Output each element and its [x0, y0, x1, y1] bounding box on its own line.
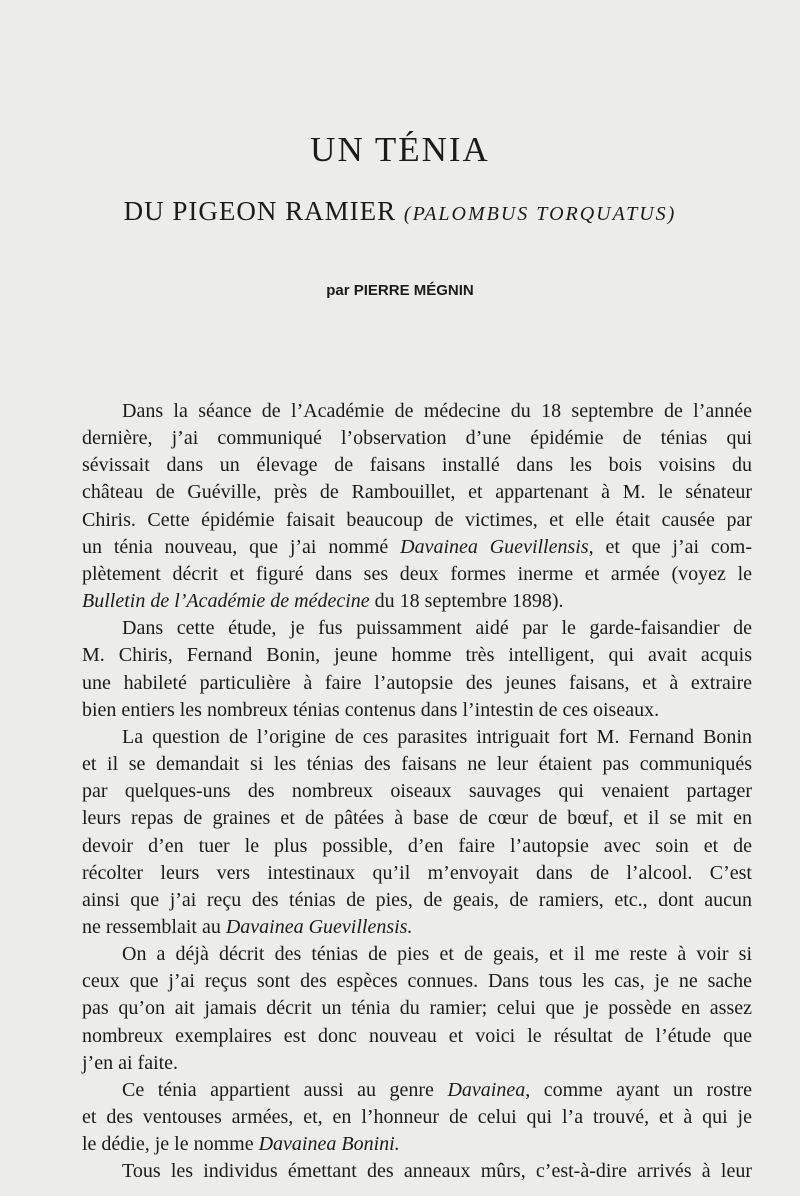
publication-title: Bulletin de l’Académie de médecine [82, 590, 370, 613]
body-line [82, 914, 752, 941]
article-title: UN TÉNIA [310, 130, 490, 169]
body-line: devoir d’en tuer le plus possible, d’en faire l’autopsie avec soin et de [82, 834, 752, 857]
body-line: leurs repas de graines et de pâtées à base de cœur de bœuf, et il se mit en [82, 807, 752, 830]
subtitle-scientific-name: (PALOMBUS TORQUATUS) [403, 203, 677, 225]
body-line: château de Guéville, près de Rambouillet, et appartenant à M. le sénateur [82, 481, 752, 504]
body-line: et il se demandait si les ténias des faisans ne leur étaient pas communiqués [82, 753, 752, 776]
species-name: Davainea Bonini. [258, 1133, 400, 1156]
body-text-run: , et que j’ai com- [588, 535, 753, 558]
body-line [82, 1077, 752, 1104]
body-line: La question de l’origine de ces parasites intriguait fort M. Fernand Bonin [122, 725, 752, 748]
body-line: M. Chiris, Fernand Bonin, jeune homme très intelligent, qui avait acquis [82, 644, 752, 667]
genus-name: Davainea [447, 1078, 526, 1101]
subtitle-common-name: DU PIGEON RAMIER [123, 196, 397, 226]
body-text-run: ne ressemblait au [82, 915, 221, 938]
body-line [82, 534, 752, 561]
body-line: bien entiers les nombreux ténias contenus dans l’intestin de ces oiseaux. [82, 698, 660, 721]
body-line: sévissait dans un élevage de faisans installé dans les bois voisins du [82, 454, 752, 477]
body-line: j’en ai faite. [82, 1051, 179, 1074]
body-line: ainsi que j’ai reçu des ténias de pies, de geais, de ramiers, etc., dont aucun [82, 888, 752, 911]
body-line: une habileté particulière à faire l’autopsie des jeunes faisans, et à extraire [82, 671, 752, 694]
body-line: nombreux exemplaires est donc nouveau et voici le résultat de l’étude que [82, 1024, 752, 1047]
body-line: récolter leurs vers intestinaux qu’il m’envoyait dans de l’alcool. C’est [82, 861, 752, 884]
species-name: Davainea Guevillensis [400, 535, 589, 558]
body-line: par quelques-uns des nombreux oiseaux sauvages qui venaient partager [82, 780, 752, 803]
article-body [82, 398, 752, 1186]
body-line: ceux que j’ai reçus sont des espèces connues. Dans tous les cas, je ne sache [82, 970, 752, 993]
body-text-run: , comme ayant un rostre [525, 1078, 753, 1101]
body-text-run: le dédie, je le nomme [82, 1133, 254, 1156]
body-line: dernière, j’ai communiqué l’observation d’une épidémie de ténias qui [82, 427, 752, 450]
species-name: Davainea Guevillensis. [225, 915, 413, 938]
author-byline: par PIERRE MÉGNIN [326, 282, 474, 299]
body-text-run: Ce ténia appartient aussi au genre [122, 1078, 434, 1101]
body-line: On a déjà décrit des ténias de pies et de geais, et il me reste à voir si [122, 943, 752, 966]
body-line: plètement décrit et figuré dans ses deux formes inerme et armée (voyez le [82, 562, 752, 585]
body-line [82, 588, 752, 615]
body-line: pas qu’on ait jamais décrit un ténia du ramier; celui que je possède en assez [82, 997, 752, 1020]
body-line: Chiris. Cette épidémie faisait beaucoup de victimes, et elle était causée par [82, 508, 752, 531]
body-line: et des ventouses armées, et, en l’honneur de celui qui l’a trouvé, et à qui je [82, 1106, 752, 1129]
body-text-run: un ténia nouveau, que j’ai nommé [82, 535, 389, 558]
body-line [82, 1131, 752, 1158]
body-line: Dans la séance de l’Académie de médecine du 18 septembre de l’année [122, 400, 752, 422]
body-line: Dans cette étude, je fus puissamment aidé par le garde-faisandier de [122, 617, 752, 640]
article-subtitle [0, 196, 800, 227]
body-line: Tous les individus émettant des anneaux mûrs, c’est-à-dire arrivés à leur [122, 1160, 752, 1183]
body-text-run: du 18 septembre 1898). [369, 590, 564, 613]
